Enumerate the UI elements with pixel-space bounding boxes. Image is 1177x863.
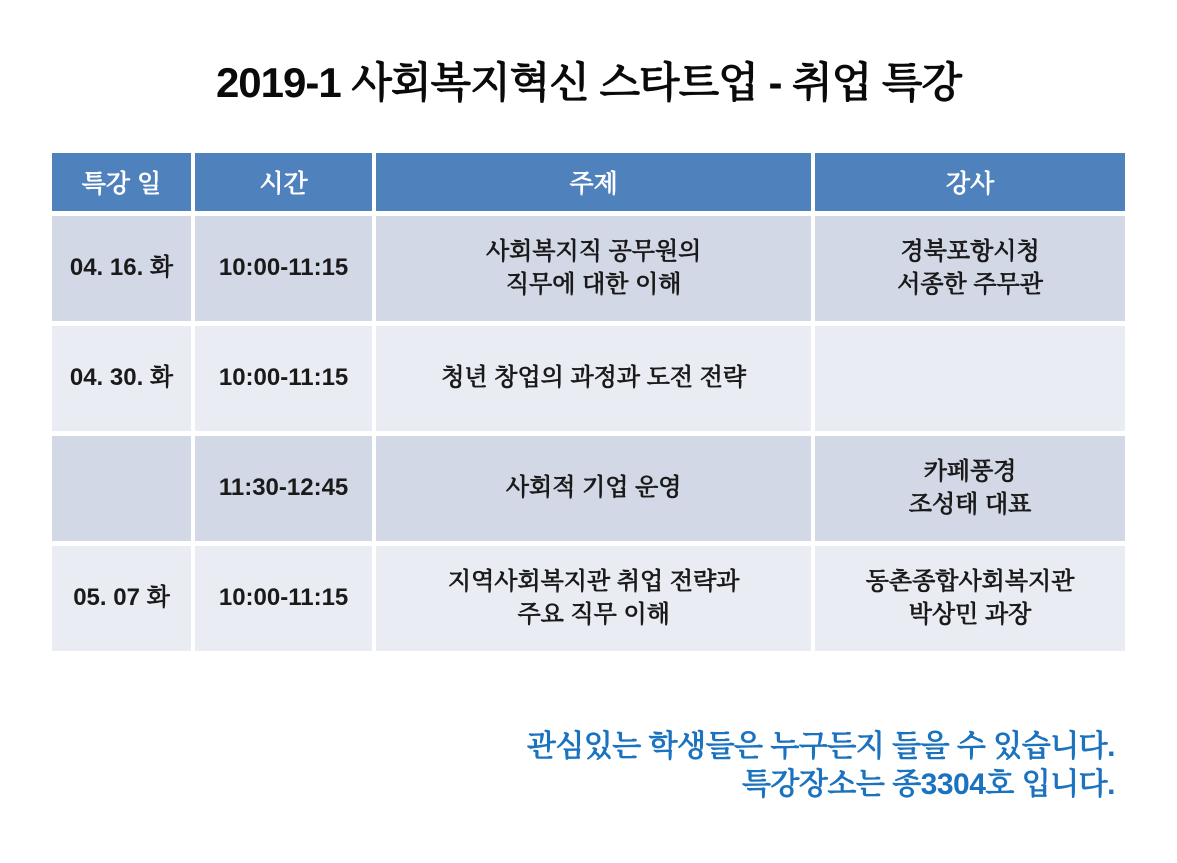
lecturer-cell [815,216,1125,321]
column-header-lecturer: 강사 [815,153,1125,211]
topic-line: 청년 창업의 과정과 도전 전략 [441,364,747,392]
date-cell [52,436,191,541]
date-cell: 05. 07 화 [52,546,191,651]
table-row [52,216,1125,321]
table-row [52,436,1125,541]
lecturer-cell [815,436,1125,541]
schedule-table-container [48,148,1129,656]
table-header-row [52,153,1125,211]
topic-cell [376,546,811,651]
lecturer-cell [815,326,1125,431]
lecturer-line: 박상민 과장 [908,600,1032,628]
time-cell: 11:30-12:45 [195,436,372,541]
date-cell: 04. 30. 화 [52,326,191,431]
topic-line: 주요 직무 이해 [517,600,670,628]
lecturer-line: 서종한 주무관 [897,270,1043,298]
footer-note [527,728,1115,804]
column-header-date: 특강 일 [52,153,191,211]
topic-line: 지역사회복지관 취업 전략과 [447,568,740,596]
lecturer-line: 카페풍경 [923,458,1017,486]
lecturer-line: 경북포항시청 [900,238,1040,266]
time-cell: 10:00-11:15 [195,546,372,651]
lecturer-line: 동촌종합사회복지관 [865,568,1075,596]
topic-cell [376,216,811,321]
column-header-topic: 주제 [376,153,811,211]
date-cell: 04. 16. 화 [52,216,191,321]
topic-cell [376,326,811,431]
time-cell: 10:00-11:15 [195,216,372,321]
note-line-2: 특강장소는 종3304호 입니다. [741,767,1115,801]
schedule-table [48,148,1129,656]
time-cell: 10:00-11:15 [195,326,372,431]
topic-cell [376,436,811,541]
table-row [52,326,1125,431]
page-title: 2019-1 사회복지혁신 스타트업 - 취업 특강 [215,59,962,106]
column-header-time: 시간 [195,153,372,211]
lecturer-line: 조성태 대표 [908,490,1032,518]
lecturer-cell [815,546,1125,651]
topic-line: 사회적 기업 운영 [505,474,682,502]
topic-line: 사회복지직 공무원의 [486,238,702,266]
topic-line: 직무에 대한 이해 [505,270,682,298]
table-row [52,546,1125,651]
note-line-1: 관심있는 학생들은 누구든지 들을 수 있습니다. [526,730,1115,763]
